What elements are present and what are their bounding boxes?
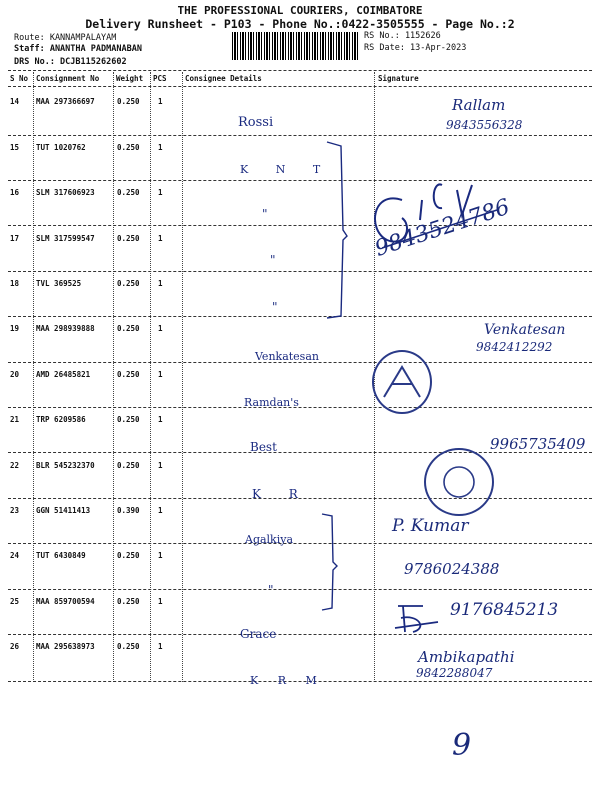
row-weight: 0.250 [117, 551, 140, 560]
row-pcs: 1 [158, 415, 163, 424]
bracket-mark [325, 140, 349, 320]
signature-scribble [393, 598, 443, 638]
row-pcs: 1 [158, 597, 163, 606]
row-weight: 0.250 [117, 279, 140, 288]
row-rule [8, 135, 592, 136]
consignee-handwriting: K R [252, 487, 310, 501]
row-sno: 14 [10, 97, 20, 106]
row-pcs: 1 [158, 97, 163, 106]
row-consignment: TUT 6430849 [36, 551, 86, 560]
signature-phone: 9786024388 [404, 560, 500, 578]
bracket-mark [320, 512, 340, 612]
row-pcs: 1 [158, 370, 163, 379]
row-consignment: MAA 295638973 [36, 642, 95, 651]
row-rule [8, 225, 592, 226]
column-header-sno: S No [10, 74, 29, 83]
consignee-handwriting: Grace [240, 627, 277, 641]
row-sno: 24 [10, 551, 20, 560]
row-rule [8, 271, 592, 272]
table-row [0, 364, 600, 410]
signature-phone: 9965735409 [490, 435, 586, 453]
rs-date: RS Date: 13-Apr-2023 [364, 43, 467, 53]
row-rule [8, 180, 592, 181]
row-rule [8, 407, 592, 408]
engineering-stamp [424, 448, 494, 516]
staff-label: Staff: ANANTHA PADMANABAN [14, 44, 142, 54]
consignee-handwriting: Ramdan's [244, 396, 299, 409]
row-sno: 26 [10, 642, 20, 651]
table-row [0, 500, 600, 546]
signature-name: Ambikapathi [418, 648, 515, 666]
row-consignment: SLM 317606923 [36, 188, 95, 197]
row-consignment: SLM 317599547 [36, 234, 95, 243]
consignee-handwriting: " [262, 207, 268, 221]
row-pcs: 1 [158, 324, 163, 333]
table-row [0, 545, 600, 591]
row-consignment: MAA 859700594 [36, 597, 95, 606]
company-title: THE PROFESSIONAL COURIERS, COIMBATORE [177, 4, 423, 17]
row-consignment: GGN 51411413 [36, 506, 91, 515]
row-consignment: MAA 297366697 [36, 97, 95, 106]
company-stamp [372, 350, 432, 414]
row-weight: 0.250 [117, 415, 140, 424]
row-weight: 0.250 [117, 324, 140, 333]
row-pcs: 1 [158, 506, 163, 515]
signature-phone: 9842288047 [416, 666, 493, 680]
column-header-consignee: Consignee Details [185, 74, 262, 83]
row-weight: 0.250 [117, 188, 140, 197]
route-label: Route: KANNAMPALAYAM [14, 33, 117, 43]
column-header-consignment: Consignment No [36, 74, 100, 83]
row-weight: 0.250 [117, 234, 140, 243]
row-consignment: TVL 369525 [36, 279, 82, 288]
consignee-handwriting: " [272, 300, 278, 314]
consignee-handwriting: Agalkiya [245, 533, 294, 546]
row-consignment: AMD 26485821 [36, 370, 91, 379]
barcode [232, 32, 360, 60]
row-weight: 0.250 [117, 597, 140, 606]
row-sno: 20 [10, 370, 20, 379]
runsheet-title: Delivery Runsheet - P103 - Phone No.:0422-3505555 - Page No.:2 [85, 17, 515, 31]
table-header-rule [8, 86, 592, 87]
column-header-signature: Signature [378, 74, 419, 83]
drs-number: DRS No.: DCJB115262602 [14, 57, 127, 67]
table-row [0, 228, 600, 274]
row-pcs: 1 [158, 642, 163, 651]
consignee-handwriting: K N T [240, 163, 333, 176]
signature-name: P. Kumar [392, 516, 469, 536]
consignee-handwriting: " [270, 253, 276, 267]
row-pcs: 1 [158, 551, 163, 560]
row-pcs: 1 [158, 143, 163, 152]
consignee-handwriting: Best [250, 440, 277, 454]
consignee-handwriting: Venkatesan [255, 350, 319, 363]
row-pcs: 1 [158, 461, 163, 470]
row-sno: 21 [10, 415, 20, 424]
stamp-seal-icon [426, 450, 492, 514]
row-weight: 0.390 [117, 506, 140, 515]
row-sno: 18 [10, 279, 20, 288]
row-weight: 0.250 [117, 642, 140, 651]
row-pcs: 1 [158, 279, 163, 288]
signature-name: Venkatesan [484, 322, 566, 338]
column-header-pcs: PCS [153, 74, 167, 83]
row-rule [8, 589, 592, 590]
row-weight: 0.250 [117, 143, 140, 152]
row-pcs: 1 [158, 188, 163, 197]
row-weight: 0.250 [117, 370, 140, 379]
table-top-rule [8, 70, 592, 71]
table-row [0, 273, 600, 319]
row-sno: 17 [10, 234, 20, 243]
consignee-handwriting: Rossi [238, 115, 274, 130]
row-sno: 23 [10, 506, 20, 515]
signature-phone: 9842412292 [476, 340, 553, 354]
row-rule [8, 634, 592, 635]
row-weight: 0.250 [117, 461, 140, 470]
row-rule [8, 543, 592, 544]
row-sno: 15 [10, 143, 20, 152]
consignee-handwriting: " [268, 583, 274, 597]
rs-number: RS No.: 1152626 [364, 31, 441, 41]
column-header-weight: Weight [116, 74, 144, 83]
row-sno: 19 [10, 324, 20, 333]
row-sno: 25 [10, 597, 20, 606]
table-row [0, 182, 600, 228]
row-weight: 0.250 [117, 97, 140, 106]
page-mark: 9 [452, 728, 472, 763]
row-pcs: 1 [158, 234, 163, 243]
row-sno: 16 [10, 188, 20, 197]
row-consignment: TUT 1020762 [36, 143, 86, 152]
row-rule [8, 316, 592, 317]
row-consignment: TRP 6209586 [36, 415, 86, 424]
table-row [0, 137, 600, 183]
signature-name: Rallam [452, 96, 506, 114]
row-sno: 22 [10, 461, 20, 470]
signature-phone: 9843556328 [446, 118, 523, 132]
signature-phone: 9176845213 [450, 600, 559, 620]
consignee-handwriting: K R M [250, 674, 325, 687]
signature-phone: 9843524786 [372, 194, 513, 262]
stamp-emblem-icon [374, 352, 430, 412]
row-consignment: MAA 298939888 [36, 324, 95, 333]
row-consignment: BLR 545232370 [36, 461, 95, 470]
